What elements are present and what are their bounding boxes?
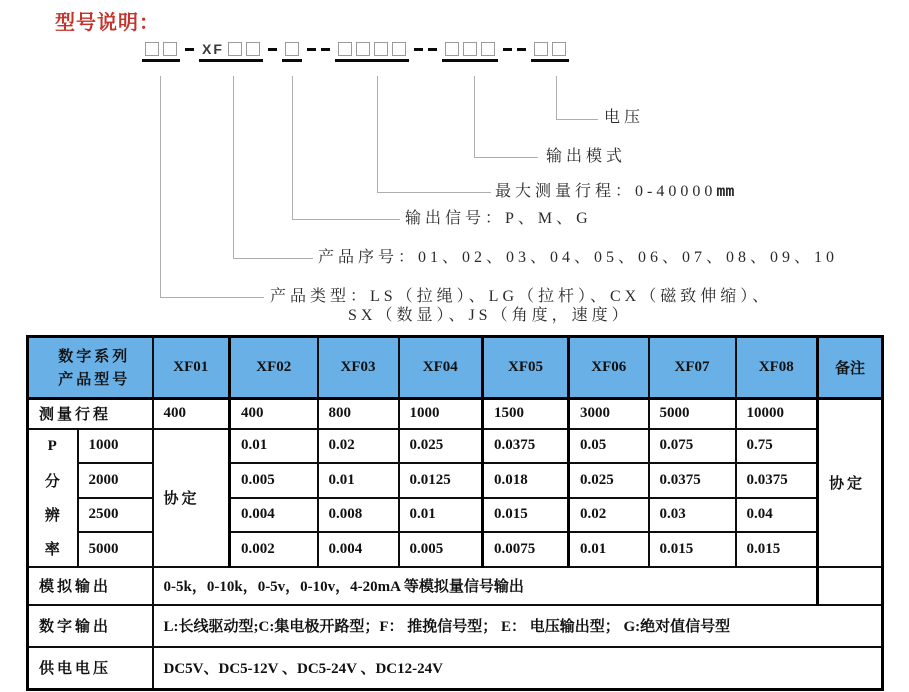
res-5000-xf05: 0.0075	[483, 532, 569, 567]
dash-icon	[503, 48, 512, 51]
table-header-row	[28, 337, 883, 399]
callout-output-mode: 输出模式	[546, 148, 627, 165]
leader-line-output-mode	[474, 157, 538, 158]
model-dash-separator	[503, 48, 526, 51]
res-5000-xf02: 0.002	[230, 532, 318, 567]
stroke-xf03: 800	[318, 399, 399, 429]
model-digit-box	[145, 42, 159, 56]
model-group-output-mode	[442, 42, 498, 62]
spec-table	[26, 335, 884, 691]
res-1000-xf02: 0.01	[230, 429, 318, 464]
callout-product-type-line1: 产品类型：LS（拉绳）、LG（拉杆）、CX（磁致伸缩）、	[270, 288, 773, 305]
analog-output-value: 0-5k，0-10k，0-5v，0-10v，4-20mA 等模拟量信号输出	[153, 567, 818, 605]
res-2000-xf03: 0.01	[318, 463, 399, 498]
pulses-1000: 1000	[78, 429, 153, 464]
stroke-row	[28, 399, 883, 429]
stroke-xf06: 3000	[569, 399, 649, 429]
model-digit-box	[356, 42, 370, 56]
res-2500-xf03: 0.008	[318, 498, 399, 533]
header-series-label: 数字系列 产品型号	[28, 337, 153, 399]
model-dash-separator	[307, 48, 330, 51]
stroke-xf01: 400	[153, 399, 230, 429]
dash-icon	[428, 48, 437, 51]
header-xf05: XF05	[483, 337, 569, 399]
dash-icon	[414, 48, 423, 51]
res-2000-xf05: 0.018	[483, 463, 569, 498]
model-dash-separator	[414, 48, 437, 51]
res-2000-xf02: 0.005	[230, 463, 318, 498]
model-group-product-type	[142, 42, 180, 62]
leader-line-output-mode	[474, 76, 475, 158]
header-xf02: XF02	[230, 337, 318, 399]
res-2000-xf08: 0.0375	[736, 463, 818, 498]
model-group-signal	[282, 42, 302, 62]
res-2000-xf07: 0.0375	[649, 463, 736, 498]
res-2500-xf05: 0.015	[483, 498, 569, 533]
model-group-stroke	[335, 42, 409, 62]
model-digit-box	[463, 42, 477, 56]
digital-output-value: L:长线驱动型;C:集电极开路型；F： 推挽信号型； E： 电压输出型； G:绝对值信号型	[153, 605, 883, 647]
leader-line-voltage	[556, 119, 598, 120]
stroke-xf04: 1000	[399, 399, 483, 429]
page-title: 型号说明：	[55, 12, 160, 34]
unit-mm: mm	[716, 182, 735, 200]
header-remark: 备注	[818, 337, 883, 399]
leader-line-output-signal	[292, 76, 293, 220]
callout-product-type-line2: SX（数显）、JS（角度，速度）	[348, 307, 632, 324]
res-2500-xf04: 0.01	[399, 498, 483, 533]
res-1000-xf04: 0.025	[399, 429, 483, 464]
res-2000-xf06: 0.025	[569, 463, 649, 498]
dash-icon	[185, 48, 194, 51]
leader-line-output-signal	[292, 219, 400, 220]
pulses-2000: 2000	[78, 463, 153, 498]
power-voltage-row	[28, 647, 883, 690]
model-digit-box	[445, 42, 459, 56]
leader-line-voltage	[556, 76, 557, 120]
digital-output-label: 数字输出	[28, 605, 153, 647]
res-1000-xf03: 0.02	[318, 429, 399, 464]
res-1000-xf08: 0.75	[736, 429, 818, 464]
header-xf01: XF01	[153, 337, 230, 399]
res-2500-xf08: 0.04	[736, 498, 818, 533]
header-xf04: XF04	[399, 337, 483, 399]
res-2500-xf02: 0.004	[230, 498, 318, 533]
res-5000-xf03: 0.004	[318, 532, 399, 567]
res-2000-xf04: 0.0125	[399, 463, 483, 498]
model-digit-box	[374, 42, 388, 56]
leader-line-serial	[233, 76, 234, 259]
model-digit-box	[534, 42, 548, 56]
leader-line-serial	[233, 258, 313, 259]
res-5000-xf08: 0.015	[736, 532, 818, 567]
res-2500-xf06: 0.02	[569, 498, 649, 533]
analog-output-label: 模拟输出	[28, 567, 153, 605]
model-dash-separator	[268, 48, 277, 51]
model-number-format	[140, 40, 571, 62]
power-voltage-label: 供电电压	[28, 647, 153, 690]
model-digit-box	[228, 42, 242, 56]
header-xf07: XF07	[649, 337, 736, 399]
callout-voltage: 电压	[604, 109, 645, 126]
header-xf06: XF06	[569, 337, 649, 399]
callout-serial: 产品序号：01、02、03、04、05、06、07、08、09、10	[318, 249, 839, 266]
model-digit-box	[481, 42, 495, 56]
res-1000-xf05: 0.0375	[483, 429, 569, 464]
callout-output-signal: 输出信号：P、M、G	[405, 210, 592, 227]
model-prefix-xf: XF	[202, 41, 224, 57]
model-group-voltage	[531, 42, 569, 62]
callout-max-stroke: 最大测量行程：0-40000mm	[495, 182, 735, 200]
model-group-series	[199, 42, 263, 62]
dash-icon	[321, 48, 330, 51]
pulses-2500: 2500	[78, 498, 153, 533]
header-xf03: XF03	[318, 337, 399, 399]
power-voltage-value: DC5V、DC5-12V 、DC5-24V 、DC12-24V	[153, 647, 883, 690]
stroke-label: 测量行程	[28, 399, 153, 429]
analog-remark-empty-cell	[818, 567, 883, 605]
res-5000-xf04: 0.005	[399, 532, 483, 567]
dash-icon	[517, 48, 526, 51]
resolution-row-1000	[28, 429, 883, 464]
model-digit-box	[163, 42, 177, 56]
remark-agreement-cell: 协定	[818, 399, 883, 567]
model-digit-box	[552, 42, 566, 56]
header-xf08: XF08	[736, 337, 818, 399]
res-5000-xf07: 0.015	[649, 532, 736, 567]
xf01-agreement-cell: 协定	[153, 429, 230, 567]
analog-output-row	[28, 567, 883, 605]
leader-line-max-stroke	[377, 76, 378, 193]
leader-line-product-type	[160, 297, 264, 298]
stroke-xf07: 5000	[649, 399, 736, 429]
res-2500-xf07: 0.03	[649, 498, 736, 533]
leader-line-max-stroke	[377, 192, 491, 193]
stroke-xf05: 1500	[483, 399, 569, 429]
stroke-xf02: 400	[230, 399, 318, 429]
dash-icon	[268, 48, 277, 51]
leader-line-product-type	[160, 76, 161, 298]
resolution-p-column: P 分 辨 率	[28, 429, 78, 567]
res-1000-xf06: 0.05	[569, 429, 649, 464]
res-1000-xf07: 0.075	[649, 429, 736, 464]
model-digit-box	[338, 42, 352, 56]
model-digit-box	[246, 42, 260, 56]
model-dash-separator	[185, 48, 194, 51]
digital-output-row	[28, 605, 883, 647]
model-digit-box	[285, 42, 299, 56]
stroke-xf08: 10000	[736, 399, 818, 429]
dash-icon	[307, 48, 316, 51]
res-5000-xf06: 0.01	[569, 532, 649, 567]
pulses-5000: 5000	[78, 532, 153, 567]
model-digit-box	[392, 42, 406, 56]
